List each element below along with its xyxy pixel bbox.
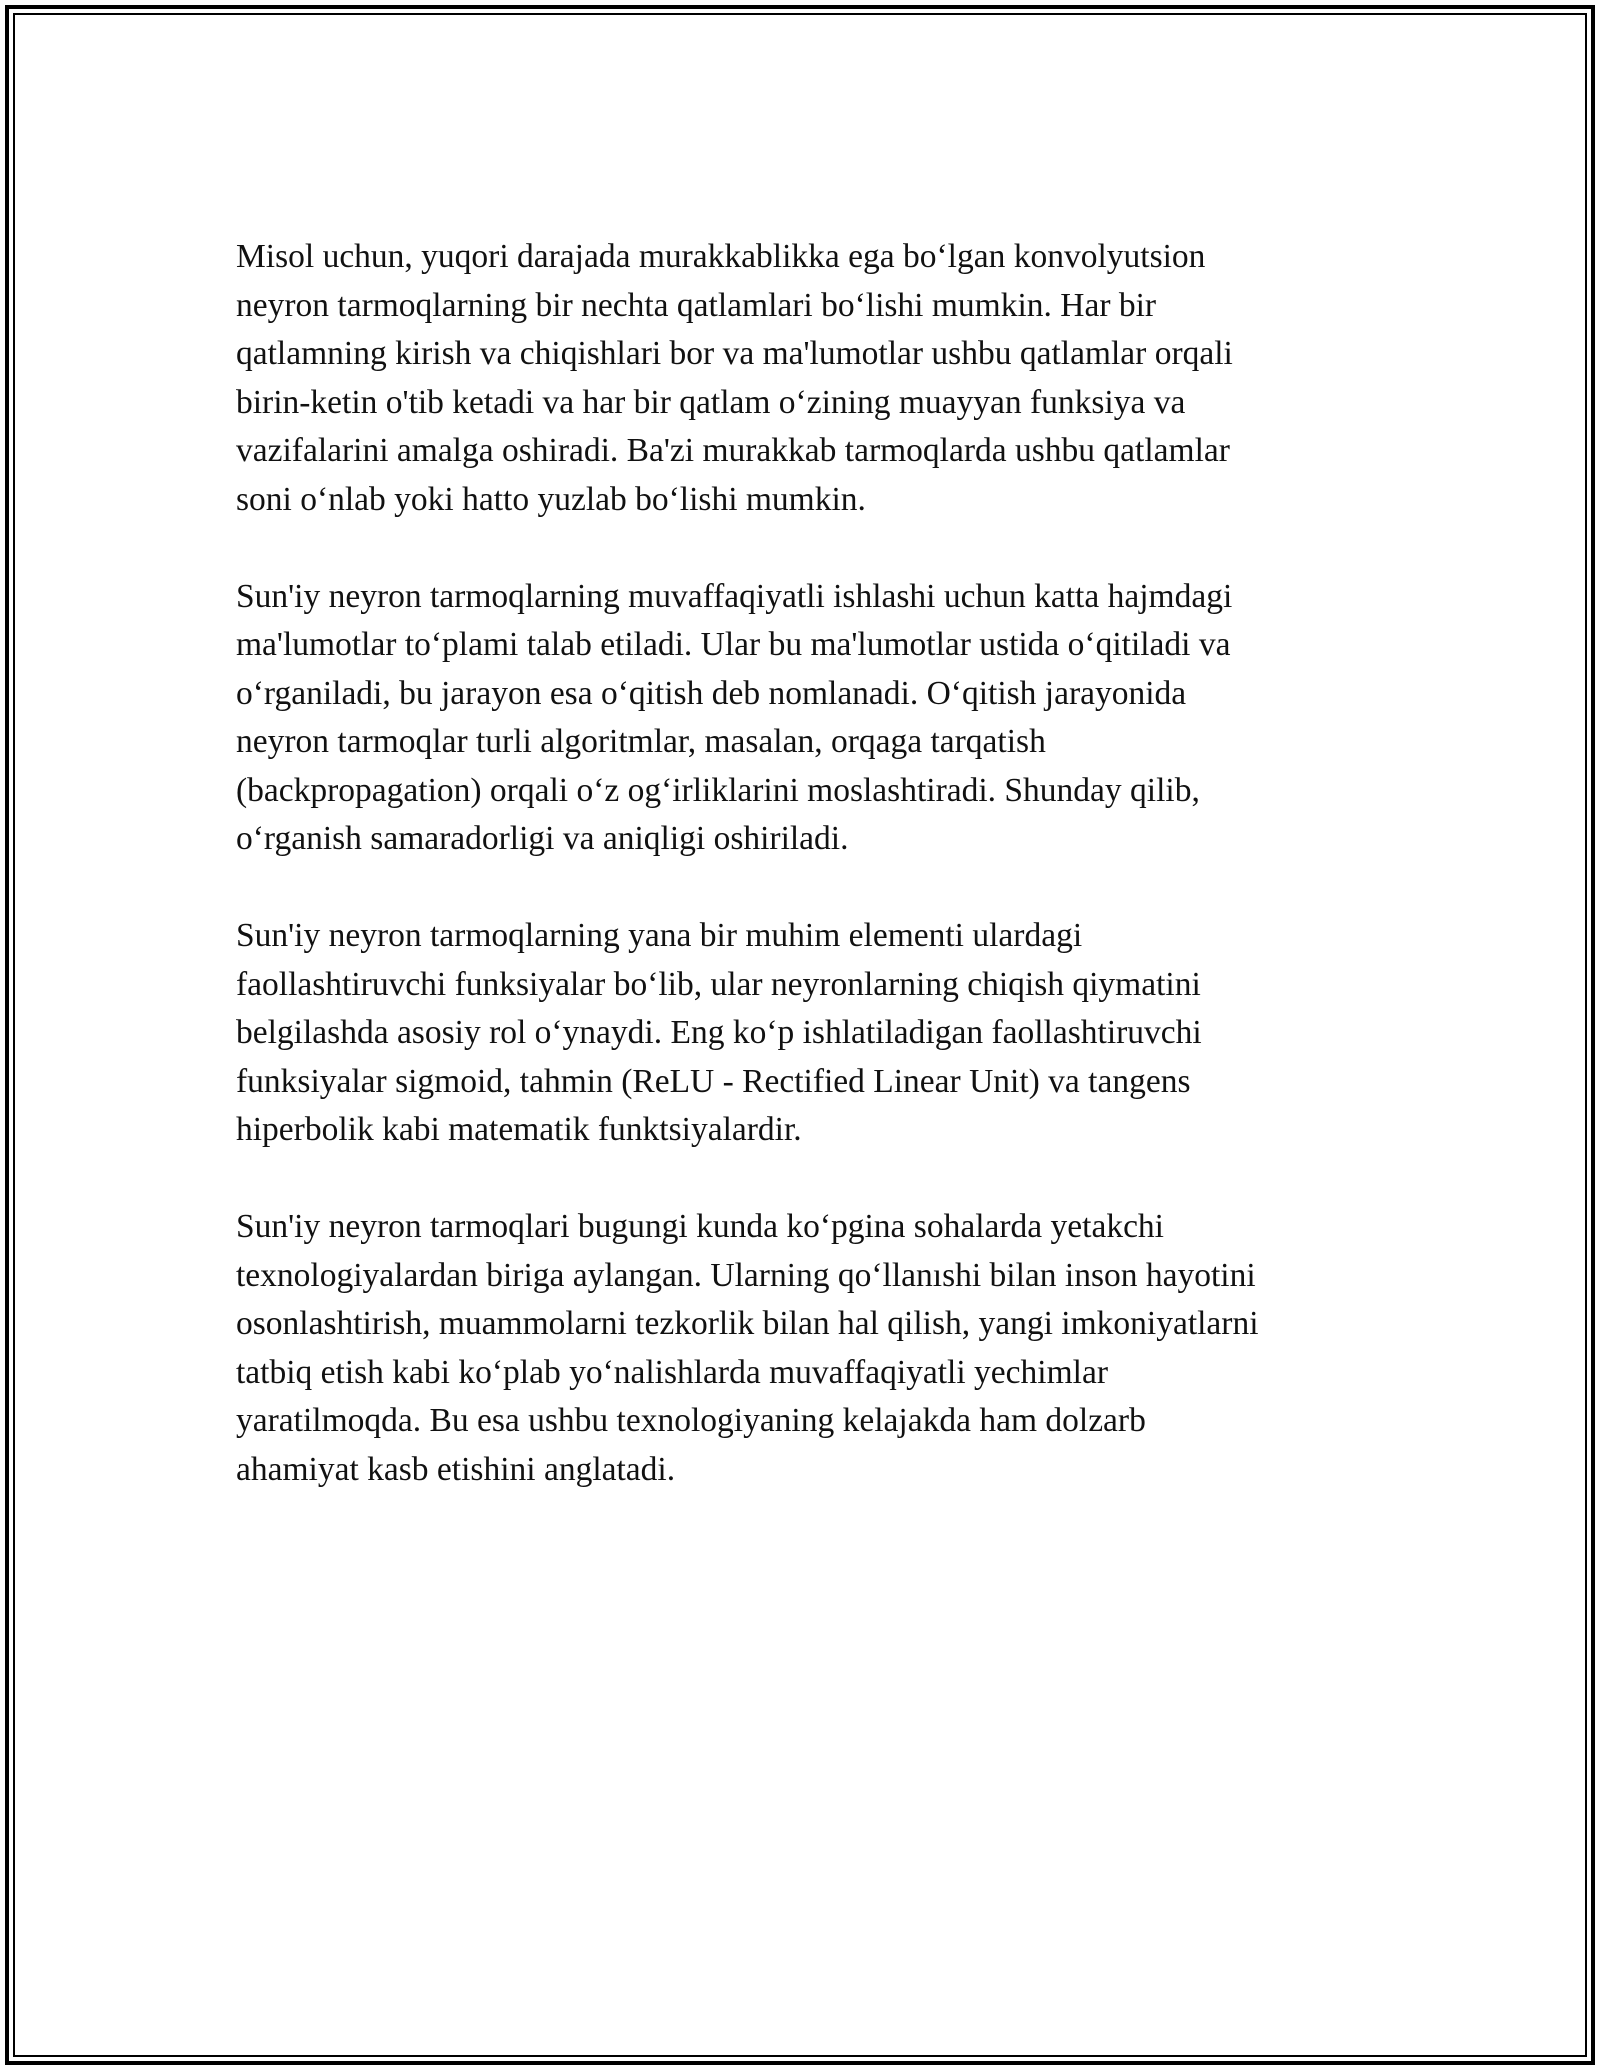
text-line: Sun'iy neyron tarmoqlari bugungi kunda ko‘pgina sohalarda yetakchi [236, 1208, 1164, 1245]
text-line: (backpropagation) orqali o‘z og‘irliklarini moslashtiradi. Shunday qilib, [236, 771, 1200, 809]
text-line: yaratilmoqda. Bu esa ushbu texnologiyaning kelajakda ham dolzarb [236, 1402, 1146, 1439]
text-line: neyron tarmoqlarning bir nechta qatlamlari bo‘lishi mumkin. Har bir [236, 286, 1157, 324]
text-line: vazifalarini amalga oshiradi. Ba'zi murakkab tarmoqlarda ushbu qatlamlar [236, 432, 1230, 469]
paragraph-4 [236, 1203, 1366, 1494]
text-line: qatlamning kirish va chiqishlari bor va ma'lumotlar ushbu qatlamlar orqali [236, 335, 1233, 372]
text-line: Sun'iy neyron tarmoqlarning yana bir muhim elementi ulardagi [236, 917, 1083, 954]
text-line: neyron tarmoqlar turli algoritmlar, masalan, orqaga tarqatish [236, 723, 1046, 760]
text-line: funksiyalar sigmoid, tahmin (ReLU - Rectified Linear Unit) va tangens [236, 1062, 1191, 1100]
text-line: o‘rganiladi, bu jarayon esa o‘qitish deb nomlanadi. O‘qitish jarayonida [236, 674, 1187, 712]
text-line: Misol uchun, yuqori darajada murakkablikka ega bo‘lgan konvolyutsion [236, 238, 1206, 275]
text-line: Sun'iy neyron tarmoqlarning muvaffaqiyatli ishlashi uchun katta hajmdagi [236, 577, 1233, 615]
text-line: faollashtiruvchi funksiyalar bo‘lib, ular neyronlarning chiqish qiymatini [236, 965, 1201, 1003]
text-line: hiperbolik kabi matematik funktsiyalardir. [236, 1111, 802, 1148]
text-line: birin-ketin o'tib ketadi va har bir qatlam o‘zining muayyan funksiya va [236, 383, 1186, 421]
paragraph-3 [236, 912, 1366, 1155]
text-line: ma'lumotlar to‘plami talab etiladi. Ular bu ma'lumotlar ustida o‘qitiladi va [236, 626, 1231, 663]
document-body [236, 233, 1366, 1543]
text-line: tatbiq etish kabi ko‘plab yo‘nalishlarda muvaffaqiyatli yechimlar [236, 1353, 1108, 1391]
paragraph-1 [236, 233, 1366, 524]
paragraph-2 [236, 573, 1366, 864]
text-line: texnologiyalardan biriga aylangan. Ularning qo‘llanıshi bilan inson hayotini [236, 1256, 1256, 1294]
text-line: belgilashda asosiy rol o‘ynaydi. Eng ko‘p ishlatiladigan faollashtiruvchi [236, 1014, 1202, 1051]
text-line: osonlashtirish, muammolarni tezkorlik bilan hal qilish, yangi imkoniyatlarni [236, 1305, 1259, 1342]
text-line: soni o‘nlab yoki hatto yuzlab bo‘lishi mumkin. [236, 480, 866, 518]
text-line: ahamiyat kasb etishini anglatadi. [236, 1450, 676, 1488]
text-line: o‘rganish samaradorligi va aniqligi oshiriladi. [236, 820, 849, 857]
